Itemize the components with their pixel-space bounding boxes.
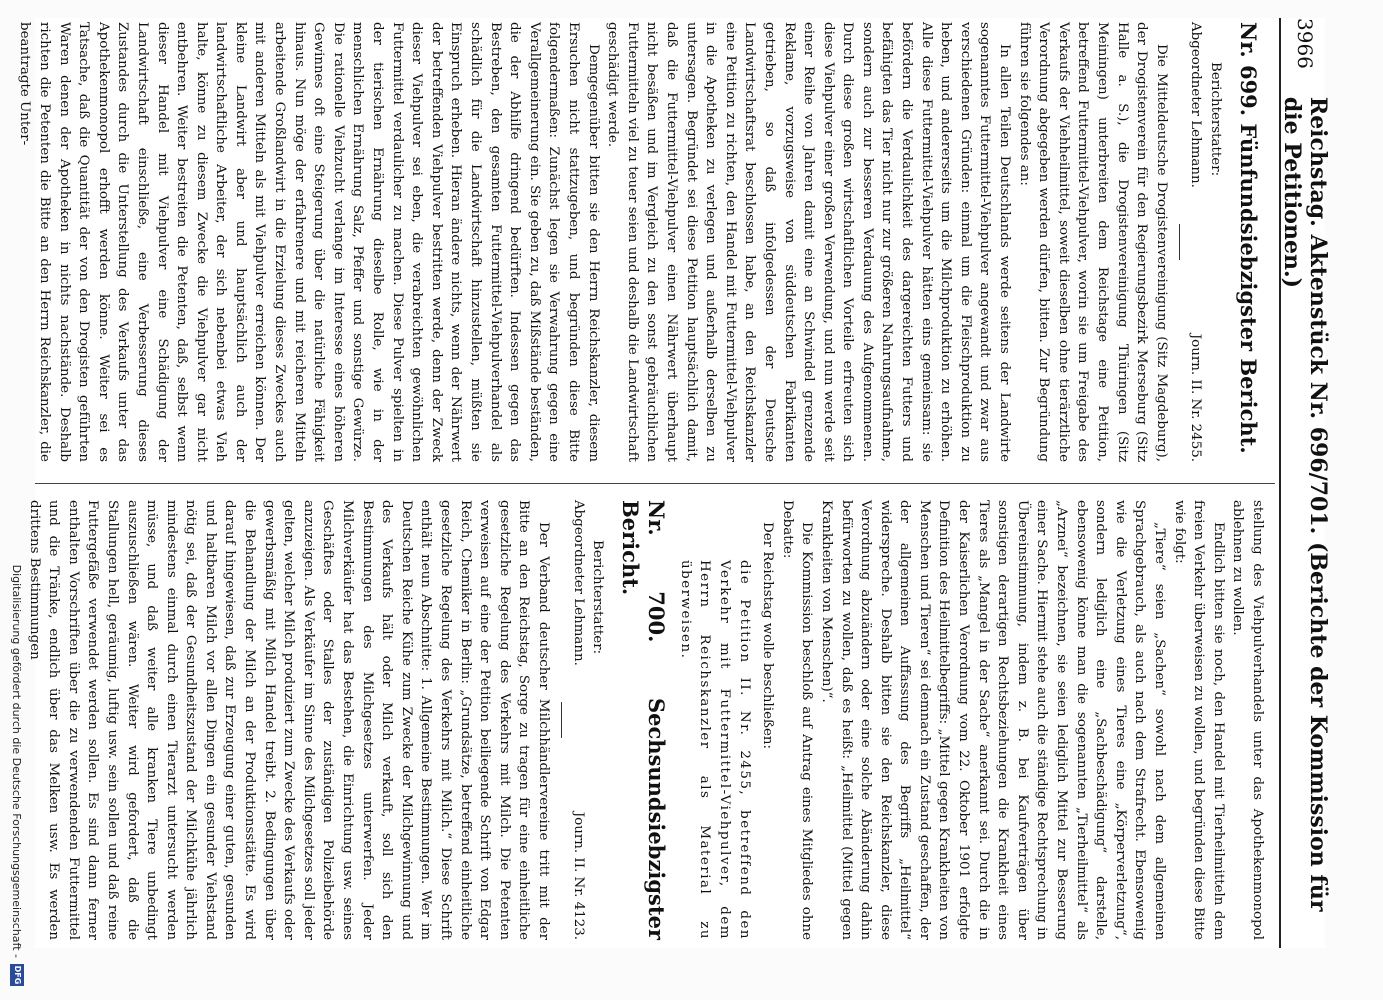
section-title-699: Nr. 699. Fünfundsiebzigster Bericht.	[1236, 22, 1261, 454]
page-number: 3966	[1293, 18, 1317, 69]
paragraph: Die Mitteldeutsche Drogistenvereinigung (Sitz Magdeburg), der Drogistenverein für den Regierungsbezirk Merseburg (Sitz Halle a. S.), die Drogistenvereinigung Thüringen (Sitz Meiningen) unterbreiten dem Reichstage eine Petition, betreffend Futtermittel-Viehpulver, worin sie um Freigabe des Verkaufs der Viehheilmittel, soweit dieselben ohne tierärztliche Verordnung abgegeben werden dürfen, bitten. Zur Begründung führen sie folgendes an:	[1016, 22, 1169, 462]
resolution-text: die Petition II. Nr. 2455, betreffend den Verkehr mit Futtermittel-Viehpulver, dem Herrn Reichskanzler als Material zu überweisen.	[677, 560, 752, 940]
reporter-line	[1186, 22, 1206, 462]
paragraph: Demgegenüber bitten sie den Herrn Reichskanzler, diesem Ersuchen nicht stattzugeben, und begründen diese Bitte folgendermaßen: Zunächst legen sie Verwahrung gegen eine Verallgemeinerung ein. Sie geben zu, daß Mißstände beständen, die der Abhilfe dringend bedürften. Indessen gegen das Bestreben, den gesamten Futtermittel-Viehpulverhandel als schädlich für die Landwirtschaft hinzustellen, müßten sie Einspruch erheben. Hieran ändere nichts, wenn der Nährwert der betreffenden Viehpulver bestritten werde, denn der Zweck dieser Viehpulver sei eben, die verabreichten gewöhnlichen Futtermittel verdaulicher zu machen. Diese Pulver spielten in der tierischen Ernährung dieselbe Rolle, wie in der menschlichen Ernährung Salz, Pfeffer und sonstige Gewürze. Die rationelle Viehzucht verlange im Interesse eines höheren Gewinnes oft eine Steigerung über die natürliche Fähigkeit hinaus. Nun möge der erfahrenere und mit reicheren Mitteln arbeitende Großlandwirt in die Erzielung dieses Zweckes auch mit anderen Mitteln als mit Viehpulver erreichen können. Der kleine Landwirt aber und hauptsächlich auch der landwirtschaftliche Arbeiter, der sich nebenbei etwas Vieh halte, könne zu diesem Zwecke die Viehpulver gar nicht entbehren. Weiter bestreiten die Petenten, daß, selbst wenn dieser Handel mit Viehpulver eine Schädigung der Landwirtschaft einschließe, eine Verbesserung dieses Zustandes durch die Unterstellung des Verkaufs unter das Apothekenmonopol erhofft werden könne. Weiter sei es Tatsache, daß die Quantität der von den Drogisten geführten Waren denen der Apotheken in nichts nachstände. Deshalb richten die Petenten die Bitte an den Herrn Reichskanzler, die beantragte Unter-	[17, 22, 601, 462]
page-header	[1279, 18, 1331, 948]
journal-number: Journ. II. Nr. 4123.	[570, 811, 586, 940]
reporter-name: Abgeordneter Lehmann.	[570, 500, 586, 666]
reporter-name: Abgeordneter Lehmann.	[1188, 22, 1204, 188]
paragraph: „Tiere“ seien „Sachen“ sowohl nach dem allgemeinen Sprachgebrauch, als auch nach dem Strafrecht. Ebensowenig wie die Verletzung eines Tieres eine „Körperverletzung“, sondern lediglich eine „Sachbeschädigung“ darstelle, ebensowenig könne man die sogenannten „Tierheilmittel“ als „Arznei“ bezeichnen, sie seien lediglich Mittel zur Besserung einer Sache. Hiermit stehe auch die ständige Rechtsprechung in Übereinstimmung, indem z. B. bei Kaufverträgen über sonstigen derartigen Rechtsbeziehungen die Krankheit eines Tieres als „Mangel in der Sache“ anerkannt sei. Durch die in der Kaiserlichen Verordnung vom 22. Oktober 1901 erfolgte Definition des Heilmittelbegriffs: „Mittel gegen Krankheiten von Menschen und Tieren“ sei demnach ein Zustand geschaffen, der der allgemeinen Auffassung des Begriffs „Heilmittel“ widerspreche. Deshalb bitten sie den Reichskanzler, diese Verordnung abzuändern oder eine solche Abänderung dahin befürworten zu wollen, daß es heißt: „Heilmittel (Mittel gegen Krankheiten von Menschen)“.	[818, 500, 1168, 940]
section-title-700: Nr. 700. Sechsundsiebzigster Bericht.	[618, 500, 670, 940]
paragraph: Endlich bitten sie noch, den Handel mit Tierheilmitteln dem freien Verkehr überweisen zu wollen, und begründen diese Bitte wie folgt:	[1171, 500, 1226, 940]
dfg-logo: DFG	[10, 964, 24, 986]
resolution-intro: Der Reichstag wolle beschließen:	[760, 522, 776, 750]
journal-number: Journ. II. Nr. 2455.	[1188, 333, 1204, 462]
section-rule	[561, 702, 562, 738]
column-divider	[35, 483, 1275, 484]
reporter-label: Berichterstatter:	[1208, 62, 1223, 177]
digitization-footer	[6, 0, 28, 1000]
left-column	[17, 22, 1267, 462]
paragraph: In allen Teilen Deutschlands werde seitens der Landwirte sogenanntes Futtermittel-Viehpulver angewandt und zwar aus verschiedenen Gründen: einmal um die Fleischproduktion zu heben, und andererseits um die Milchproduktion zu erhöhen. Alle diese Futtermittel-Viehpulver hätten eins gemeinsam: sie befördern die Verdaulichkeit des dargereichten Futters und befähigten das Tier nicht nur zur größeren Nahrungsaufnahme, sondern auch zur besseren Verdauung des Aufgenommenen. Durch diese großen wirtschaftlichen Vorteile erfreuten sich diese Viehpulver einer großen Verwendung, und nun werde seit einer Reihe von Jahren damit eine an Schwindel grenzende Reklame, vorzugsweise von süddeutschen Fabrikanten getrieben, so daß infolgedessen der Deutsche Landwirtschaftsrat beschlossen habe, an den Reichskanzler eine Petition zu richten, den Handel mit Futtermittel-Viehpulver in die Apotheken zu verlegen und außerhalb derselben zu untersagen. Begründet sei diese Petition hauptsächlich damit, daß die Futtermittel-Viehpulver einen Nährwert überhaupt nicht besäßen und im Vergleich zu den sonst gebräuchlichen Futtermitteln viel zu teuer seien und deshalb die Landwirtschaft geschädigt werde.	[605, 22, 1013, 462]
section-rule	[1179, 224, 1180, 260]
reporter-label: Berichterstatter:	[590, 540, 606, 655]
footer-credit: Digitalisierung gefördert durch die Deutsche Forschungsgemeinschaft -	[10, 564, 24, 958]
paragraph: Die Kommission beschloß auf Antrag eines Mitgliedes ohne Debatte:	[779, 500, 815, 940]
reporter-line	[568, 500, 588, 940]
running-title: Reichstag. Aktenstück Nr. 696/701. (Berichte der Kommission für die Petitionen.)	[1279, 96, 1331, 912]
paragraph: stellung des Viehpulverhandels unter das Apothekenmonopol ablehnen zu wollen.	[1230, 500, 1265, 940]
header-rule	[1279, 18, 1281, 948]
paragraph: Der Verband deutscher Milchhändlervereine tritt mit der Bitte an den Reichstag, Sorge zu tragen für eine einheitliche gesetzliche Regelung des Verkehrs mit Milch. Die Petenten verweisen auf eine der Petition beiliegende Schrift von Edgar Reich, Chemiker in Berlin: „Grundsätze, betreffend einheitliche gesetzliche Regelung des Verkehrs mit Milch.“ Diese Schrift enthält neun Abschnitte: 1. Allgemeine Bestimmungen. Wer im Deutschen Reiche Kühe zum Zwecke der Milchgewinnung und des Verkaufs hält oder Milch verkauft, soll sich den Bestimmungen des Milchgesetzes unterwerfen. Jeder Milchverkäufer hat das Bestehen, die Einrichtung usw. seines Geschäftes oder Stalles der zuständigen Polizeibehörde anzuzeigen. Als Verkäufer im Sinne des Milchgesetzes soll jeder gelten, welcher Milch produziert zum Zwecke des Verkaufs oder gewerbsmäßig mit Milch Handel treibt. 2. Bedingungen über die Behandlung der Milch an der Produktionsstätte. Es wird darauf hingewiesen, daß zur Erzeugung einer guten, gesunden und haltbaren Milch vor allen Dingen ein gesunder Viehstand nötig sei, daß der Gesundheitszustand der Milchkühe jährlich mindestens einmal durch einen Tierarzt untersucht werden müsse, und daß weiter alle kranken Tiere unbedingt auszuschließen wären. Weiter wird gefordert, daß die Stallungen hell, geräumig, luftig usw. sein sollen und daß reine Futtergefäße verwendet werden sollen. Es sind dann ferner enthalten Vorschriften über die zu verwendenden Futtermittel und die Tränke, endlich über das Melken usw. Es werden drittens Bestimmungen	[26, 500, 551, 940]
right-column	[26, 500, 1267, 940]
page-sheet	[17, 18, 1331, 948]
